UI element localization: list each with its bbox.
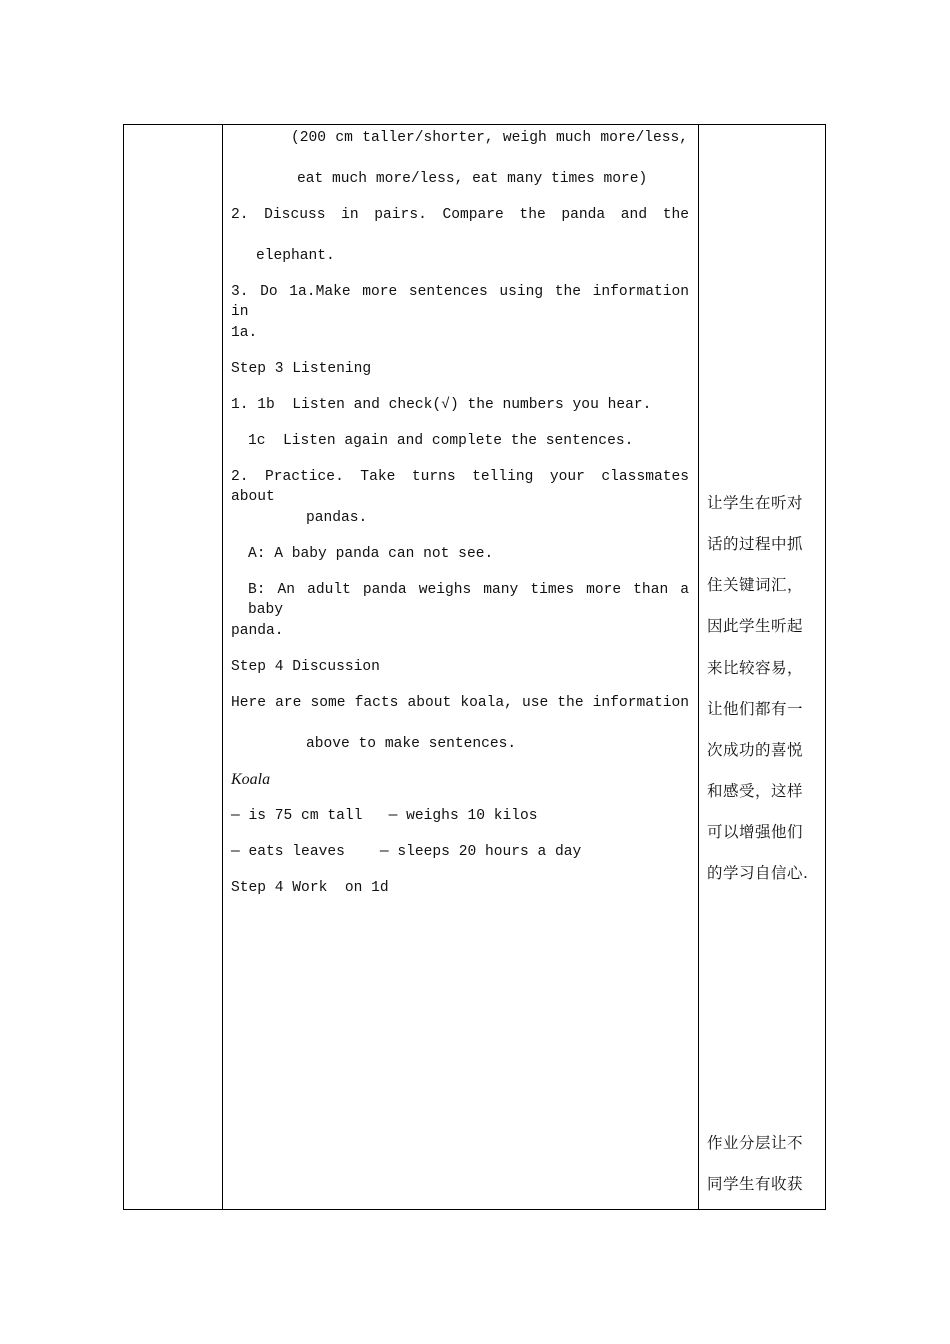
note-line: 让学生在听对 [707,494,804,512]
note-line: 作业分层让不 [707,1134,804,1152]
koala-fact-line: — eats leaves — sleeps 20 hours a day [231,844,582,860]
koala-fact-line: — is 75 cm tall — weighs 10 kilos [231,808,538,824]
column-divider-2 [698,124,699,1210]
note-line: 和感受，这样 [707,782,804,800]
section-heading: Step 3 Listening [231,361,372,377]
section-heading: Step 4 Work on 1d [231,880,389,896]
note-line: 同学生有收获 [707,1175,804,1193]
procedure-line: 1c Listen again and complete the sentences. [248,433,634,449]
procedure-line: 2. Practice. Take turns telling your classmates about [231,469,689,505]
dialogue-line: A: A baby panda can not see. [248,546,494,562]
note-line: 让他们都有一 [707,700,804,718]
note-line: 住关键词汇， [707,576,804,594]
procedure-line: 3. Do 1a.Make more sentences using the information in [231,284,689,320]
procedure-line: Here are some facts about koala, use the information [231,695,689,711]
dialogue-line: panda. [231,623,284,639]
koala-title: Koala [231,771,271,788]
section-heading: Step 4 Discussion [231,659,380,675]
procedure-line: 1. 1b Listen and check(√) the numbers you hear. [231,397,652,413]
procedure-line: 2. Discuss in pairs. Compare the panda and the [231,207,689,223]
note-line: 话的过程中抓 [707,535,804,553]
dialogue-line: B: An adult panda weighs many times more than a baby [248,582,689,618]
note-line: 来比较容易， [707,659,804,677]
procedure-line: (200 cm taller/shorter, weigh much more/less, [291,130,688,146]
note-line: 的学习自信心. [707,864,809,882]
procedure-line: elephant. [256,248,335,264]
procedure-line: eat much more/less, eat many times more) [297,171,648,187]
procedure-line: 1a. [231,325,258,341]
note-line: 因此学生听起 [707,617,804,635]
procedure-line: above to make sentences. [306,736,517,752]
column-divider-1 [222,124,223,1210]
note-line: 次成功的喜悦 [707,741,804,759]
procedure-line: pandas. [306,510,368,526]
note-line: 可以增强他们 [707,823,804,841]
